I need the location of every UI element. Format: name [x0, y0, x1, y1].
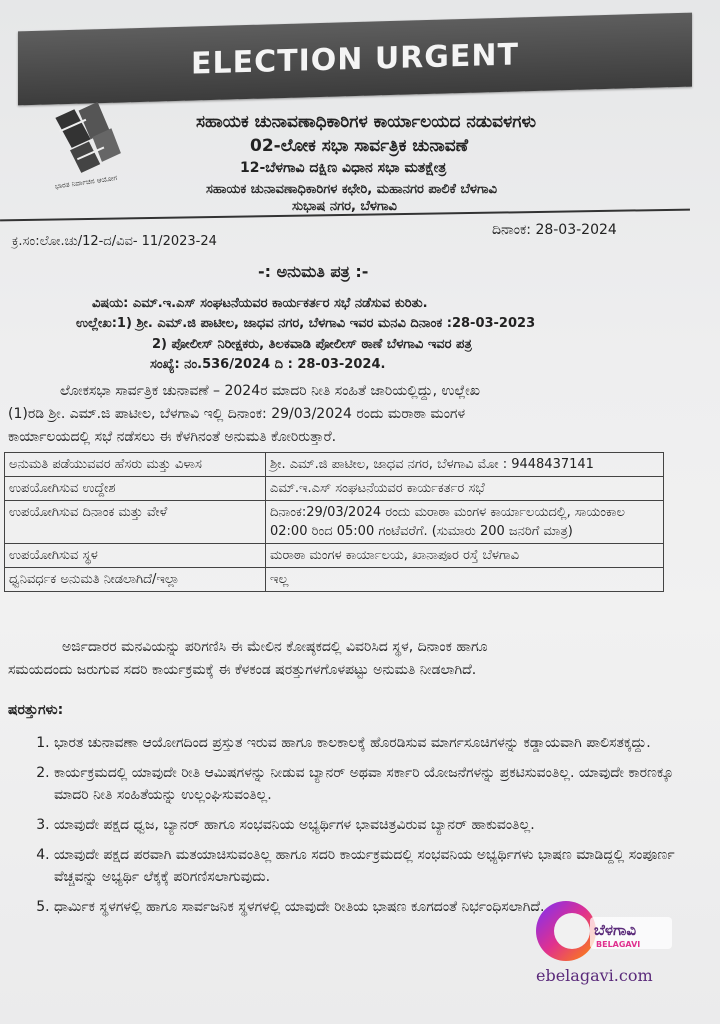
table-value: ಮರಾಠಾ ಮಂಗಳ ಕಾರ್ಯಾಲಯ, ಖಾನಾಪೂರ ರಸ್ತೆ ಬೆಳಗಾವಿ	[266, 544, 664, 568]
table-label: ಉಪಯೋಗಿಸುವ ದಿನಾಂಕ ಮತ್ತು ವೇಳೆ	[5, 501, 266, 544]
website-link[interactable]: ebelagavi.com	[536, 966, 653, 985]
condition-item: 4. ಯಾವುದೇ ಪಕ್ಷದ ಪರವಾಗಿ ಮತಯಾಚಿಸುವಂತಿಲ್ಲ ಹಾಗೂ ಸದರಿ ಕಾರ್ಯಕ್ರಮದಲ್ಲಿ ಸಂಭವನಿಯ ಅಭ್ಯರ್ಥಿಗಳು ಭಾಷಣ ಮಾಡಿದ್ದಲ್ಲಿ ಸಂಪೂರ್ಣ ವೆಚ್ಚವನ್ನು ಅಭ್ಯರ್ಥಿ ಲೆಕ್ಕಕ್ಕೆ ಪರಿಗಣಿಸಲಾಗುವುದು.	[54, 844, 704, 888]
table-value: ದಿನಾಂಕ:29/03/2024 ರಂದು ಮರಾಠಾ ಮಂಗಳ ಕಾರ್ಯಾಲಯದಲ್ಲಿ, ಸಾಯಂಕಾಲ 02:00 ರಿಂದ 05:00 ಗಂಟೆವರೆಗೆ. (ಸುಮಾರು 200 ಜನರಿಗೆ ಮಾತ್ರ)	[266, 501, 664, 544]
reference-2: 2) ಪೋಲೀಸ್ ನಿರೀಕ್ಷಕರು, ತಿಲಕವಾಡಿ ಪೋಲೀಸ್ ಠಾಣೆ ಬೆಳಗಾವಿ ಇವರ ಪತ್ರ	[152, 337, 472, 352]
decision-line-1: ಅರ್ಜಿದಾರರ ಮನವಿಯನ್ನು ಪರಿಗಣಿಸಿ ಈ ಮೇಲಿನ ಕೋಷ್ಠಕದಲ್ಲಿ ವಿವರಿಸಿದ ಸ್ಥಳ, ದಿನಾಂಕ ಹಾಗೂ	[62, 639, 488, 655]
intro-line-1: ಲೋಕಸಭಾ ಸಾರ್ವತ್ರಿಕ ಚುನಾವಣೆ – 2024ರ ಮಾದರಿ ನೀತಿ ಸಂಹಿತೆ ಜಾರಿಯಲ್ಲಿದ್ದು, ಉಲ್ಲೇಖ	[60, 383, 480, 399]
decision-line-2: ಸಮಯದಂದು ಜರುಗುವ ಸದರಿ ಕಾರ್ಯಕ್ರಮಕ್ಕೆ ಈ ಕೆಳಕಂಡ ಷರತ್ತುಗಳಗೊಳಪಟ್ಟು ಅನುಮತಿ ನೀಡಲಾಗಿದೆ.	[8, 662, 477, 678]
svg-text:ಭಾರತ ನಿರ್ವಾಚನ ಆಯೋಗ: ಭಾರತ ನಿರ್ವಾಚನ ಆಯೋಗ	[54, 173, 118, 191]
table-value: ಶ್ರೀ. ಎಮ್.ಜಿ ಪಾಟೀಲ, ಜಾಧವ ನಗರ, ಬೆಳಗಾವಿ ಮೋ : 9448437141	[266, 453, 664, 477]
office-address: ಸಹಾಯಕ ಚುನಾವಣಾಧಿಕಾರಿಗಳ ಕಛೇರಿ, ಮಹಾನಗರ ಪಾಲಿಕೆ ಬೆಳಗಾವಿ	[206, 182, 497, 197]
table-label: ಧ್ವನಿವರ್ಧಕ ಅನುಮತಿ ನೀಡಲಾಗಿದೆ/ಇಲ್ಲಾ	[5, 568, 266, 592]
table-label: ಅನುಮತಿ ಪಡೆಯುವವರ ಹೆಸರು ಮತ್ತು ವಿಳಾಸ	[5, 453, 266, 477]
subject-line: ವಿಷಯ: ಎಮ್.ಇ.ಎಸ್ ಸಂಘಟನೆಯವರ ಕಾರ್ಯಕರ್ತರ ಸಭೆ ನಡೆಸುವ ಕುರಿತು.	[92, 296, 428, 311]
document-date: ದಿನಾಂಕ: 28-03-2024	[492, 222, 617, 238]
intro-line-2: (1)ರಡಿ ಶ್ರೀ. ಎಮ್.ಜಿ ಪಾಟೀಲ, ಬೆಳಗಾವಿ ಇಲ್ಲಿ ದಿನಾಂಕ: 29/03/2024 ರಂದು ಮರಾಠಾ ಮಂಗಳ	[8, 406, 466, 422]
table-row	[5, 544, 664, 568]
document-title: -: ಅನುಮತಿ ಪತ್ರ :-	[258, 262, 369, 281]
table-row	[5, 477, 664, 501]
election-title: 02-ಲೋಕ ಸಭಾ ಸಾರ್ವತ್ರಿಕ ಚುನಾವಣೆ	[250, 136, 469, 156]
condition-item: 5. ಧಾರ್ಮಿಕ ಸ್ಥಳಗಳಲ್ಲಿ ಹಾಗೂ ಸಾರ್ವಜನಿಕ ಸ್ಥಳಗಳಲ್ಲಿ ಯಾವುದೇ ರೀತಿಯ ಭಾಷಣ ಕೂಗದಂತೆ ನಿರ್ಭಂಧಿಸಲಾಗಿದೆ.	[54, 896, 704, 918]
banner-text: ELECTION URGENT	[191, 36, 519, 82]
condition-item: 1. ಭಾರತ ಚುನಾವಣಾ ಆಯೋಗದಿಂದ ಪ್ರಸ್ತುತ ಇರುವ ಹಾಗೂ ಕಾಲಕಾಲಕ್ಕೆ ಹೊರಡಿಸುವ ಮಾರ್ಗಸೂಚಿಗಳನ್ನು ಕಡ್ಡಾಯವಾಗಿ ಪಾಲಿಸತಕ್ಕದ್ದು.	[54, 732, 704, 754]
reference-1: ಉಲ್ಲೇಖ:1) ಶ್ರೀ. ಎಮ್.ಜಿ ಪಾಟೀಲ, ಜಾಧವ ನಗರ, ಬೆಳಗಾವಿ ಇವರ ಮನವಿ ದಿನಾಂಕ :28-03-2023	[76, 316, 536, 331]
election-urgent-banner	[18, 13, 692, 106]
table-value: ಇಲ್ಲ	[266, 568, 664, 592]
table-value: ಎಮ್.ಇ.ಎಸ್ ಸಂಘಟನೆಯವರ ಕಾರ್ಯಕರ್ತರ ಸಭೆ	[266, 477, 664, 501]
table-label: ಉಪಯೋಗಿಸುವ ಸ್ಥಳ	[5, 544, 266, 568]
election-commission-logo	[40, 102, 160, 194]
table-row	[5, 501, 664, 544]
conditions-heading: ಷರತ್ತುಗಳು:	[8, 702, 64, 718]
condition-item: 3. ಯಾವುದೇ ಪಕ್ಷದ ಧ್ವಜ, ಬ್ಯಾನರ್ ಹಾಗೂ ಸಂಭವನಿಯ ಅಭ್ಯರ್ಥಿಗಳ ಭಾವಚಿತ್ರವಿರುವ ಬ್ಯಾನರ್ ಹಾಕುವಂತಿಲ್ಲ.	[54, 814, 704, 836]
brand-name-en: BELAGAVI	[596, 940, 641, 949]
table-row	[5, 453, 664, 477]
intro-line-3: ಕಾರ್ಯಾಲಯದಲ್ಲಿ ಸಭೆ ನಡೆಸಲು ಈ ಕೆಳಗಿನಂತೆ ಅನುಮತಿ ಕೋರಿರುತ್ತಾರೆ.	[8, 429, 337, 445]
reference-3: ಸಂಖ್ಯೆ: ನಂ.536/2024 ದಿ : 28-03-2024.	[150, 357, 386, 372]
brand-name: ಬೆಳಗಾವಿ	[594, 921, 637, 939]
office-locality: ಸುಭಾಷ ನಗರ, ಬೆಳಗಾವಿ	[292, 199, 397, 214]
condition-item: 2. ಕಾರ್ಯಕ್ರಮದಲ್ಲಿ ಯಾವುದೇ ರೀತಿ ಆಮಿಷಗಳನ್ನು ನೀಡುವ ಬ್ಯಾನರ್ ಅಥವಾ ಸರ್ಕಾರಿ ಯೋಜನೆಗಳನ್ನು ಪ್ರಕಟಿಸುವಂತಿಲ್ಲ. ಯಾವುದೇ ಕಾರಣಕ್ಕೂ ಮಾದರಿ ನೀತಿ ಸಂಹಿತೆಯನ್ನು ಉಲ್ಲಂಘಿಸುವಂತಿಲ್ಲ.	[54, 762, 704, 806]
permission-details-table	[4, 452, 664, 592]
reference-number: ಕ್ರ.ಸಂ:ಲೋ.ಚು/12-ದ/ವಿವ- 11/2023-24	[12, 234, 217, 249]
table-label: ಉಪಯೋಗಿಸುವ ಉದ್ದೇಶ	[5, 477, 266, 501]
constituency: 12-ಬೆಳಗಾವಿ ದಕ್ಷಿಣ ವಿಧಾನ ಸಭಾ ಮತಕ್ಷೇತ್ರ	[240, 160, 447, 176]
office-title: ಸಹಾಯಕ ಚುನಾವಣಾಧಿಕಾರಿಗಳ ಕಾರ್ಯಾಲಯದ ನಡುವಳಗಳು	[196, 112, 537, 132]
ebelagavi-logo	[532, 895, 682, 975]
table-row	[5, 568, 664, 592]
